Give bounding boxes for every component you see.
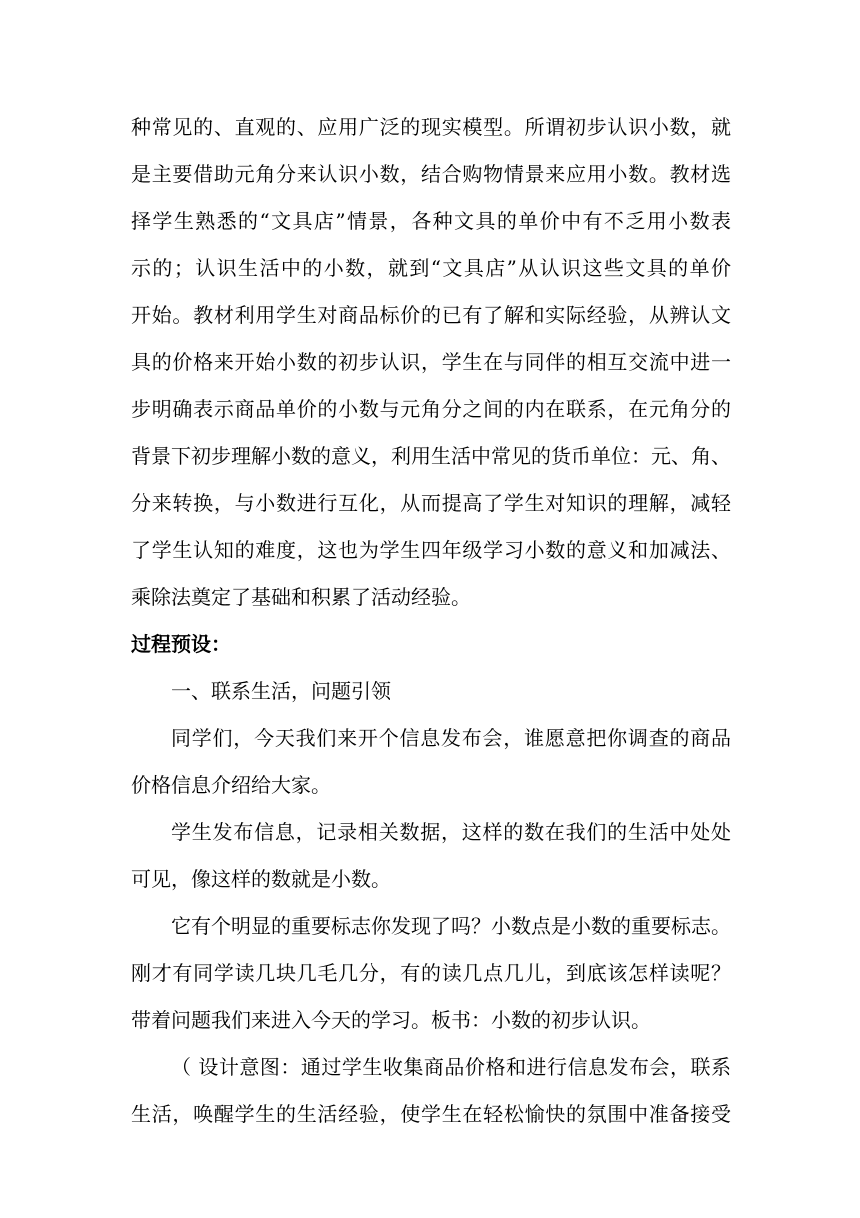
paragraph-1-line-3: 择学生熟悉的“文具店”情景，各种文具的单价中有不乏用小数表 — [131, 209, 731, 233]
paragraph-1-line-1: 种常见的、直观的、应用广泛的现实模型。所谓初步认识小数，就 — [131, 115, 731, 139]
paragraph-1-line-10: 了学生认知的难度，这也为学生四年级学习小数的意义和加减法、 — [131, 538, 731, 562]
paragraph-5-line-2: 生活，唤醒学生的生活经验，使学生在轻松愉快的氛围中准备接受 — [131, 1102, 731, 1126]
paragraph-1-line-9: 分来转换，与小数进行互化，从而提高了学生对知识的理解，减轻 — [131, 491, 731, 515]
paragraph-1-line-11: 乘除法奠定了基础和积累了活动经验。 — [131, 585, 471, 609]
paragraph-1-line-7: 步明确表示商品单价的小数与元角分之间的内在联系，在元角分的 — [131, 397, 731, 421]
paragraph-1-line-8: 背景下初步理解小数的意义，利用生活中常见的货币单位：元、角、 — [131, 444, 731, 468]
paragraph-1-line-6: 具的价格来开始小数的初步认识，学生在与同伴的相互交流中进一 — [131, 350, 731, 374]
paragraph-4-line-3: 带着问题我们来进入今天的学习。板书：小数的初步认识。 — [131, 1008, 651, 1032]
paragraph-3-line-2: 可见，像这样的数就是小数。 — [131, 867, 391, 891]
paragraph-3-line-1: 学生发布信息，记录相关数据，这样的数在我们的生活中处处 — [171, 820, 731, 844]
paragraph-5-line-1: （ 设计意图：通过学生收集商品价格和进行信息发布会，联系 — [171, 1055, 731, 1079]
paragraph-1-line-2: 是主要借助元角分来认识小数，结合购物情景来应用小数。教材选 — [131, 162, 731, 186]
paragraph-1-line-4: 示的；认识生活中的小数，就到“文具店”从认识这些文具的单价 — [131, 256, 731, 280]
paragraph-4-line-2: 刚才有同学读几块几毛几分，有的读几点几儿，到底该怎样读呢？ — [131, 961, 731, 985]
paragraph-4-line-1: 它有个明显的重要标志你发现了吗？小数点是小数的重要标志。 — [171, 914, 731, 938]
section-heading: 过程预设： — [131, 632, 231, 656]
paragraph-1-line-5: 开始。教材利用学生对商品标价的已有了解和实际经验，从辨认文 — [131, 303, 731, 327]
paragraph-2-line-1: 同学们，今天我们来开个信息发布会，谁愿意把你调查的商品 — [171, 726, 731, 750]
step-one-heading: 一、联系生活，问题引领 — [171, 679, 391, 703]
paragraph-2-line-2: 价格信息介绍给大家。 — [131, 773, 331, 797]
